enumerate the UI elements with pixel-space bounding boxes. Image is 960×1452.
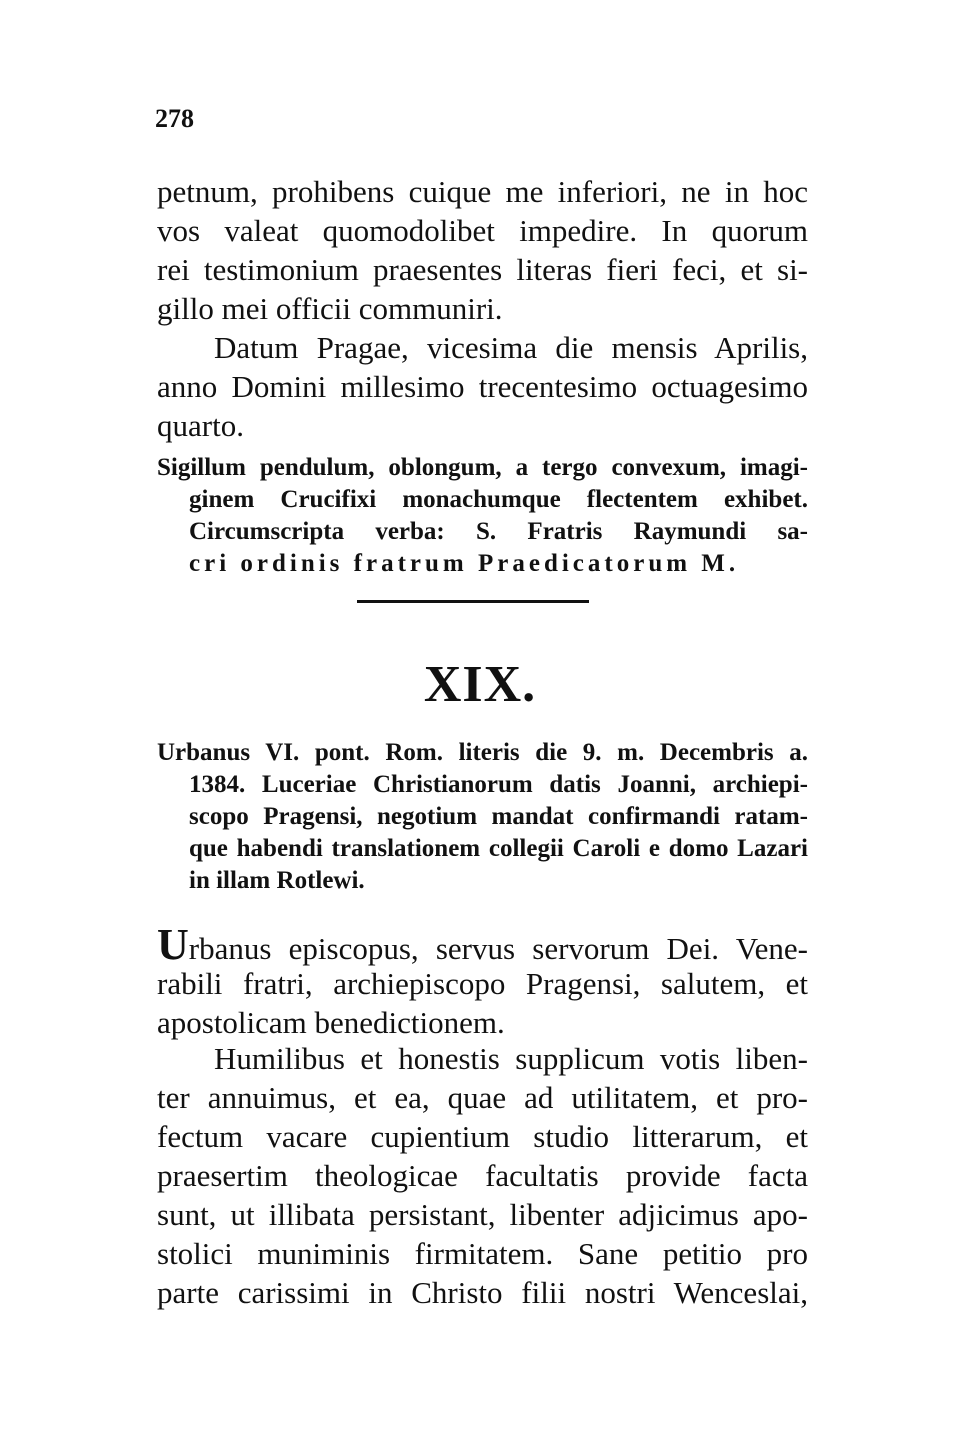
letter-body xyxy=(157,1039,808,1312)
letter-opening xyxy=(157,920,808,1042)
text-line: Sigillum pendulum, oblongum, a tergo convexum, imagi- xyxy=(157,454,808,481)
text-line: stolici muniminis firmitatem. Sane petitio pro xyxy=(157,1236,808,1271)
seal-description xyxy=(157,452,808,580)
text-line: quarto. xyxy=(157,408,244,443)
section-divider xyxy=(357,600,589,603)
text-line: cri ordinis fratrum Praedicatorum M. xyxy=(189,550,740,577)
text-line: Datum Pragae, vicesima die mensis Aprilis, xyxy=(214,330,808,365)
text-line: que habendi translationem collegii Caroli e domo Lazari xyxy=(189,835,808,862)
text-line: petnum, prohibens cuique me inferiori, ne in hoc xyxy=(157,174,808,209)
text-line: fectum vacare cupientium studio litterarum, et xyxy=(157,1119,808,1154)
text-line: rabili fratri, archiepiscopo Pragensi, salutem, et xyxy=(157,966,808,1001)
section-heading: XIX. xyxy=(423,656,537,713)
text-line: scopo Pragensi, negotium mandat confirmandi ratam- xyxy=(189,803,808,830)
text-line: ter annuimus, et ea, quae ad utilitatem, et pro- xyxy=(157,1080,808,1115)
text-line: anno Domini millesimo trecentesimo octuagesimo xyxy=(157,369,808,404)
text-line: praesertim theologicae facultatis provide facta xyxy=(157,1158,808,1193)
text-line-rest: rbanus episcopus, servus servorum Dei. Vene- xyxy=(188,931,808,966)
text-line: 1384. Luceriae Christianorum datis Joanni, archiepi- xyxy=(189,771,808,798)
text-line: rei testimonium praesentes literas fieri feci, et si- xyxy=(157,252,808,287)
text-line: sunt, ut illibata persistant, libenter adjicimus apo- xyxy=(157,1197,808,1232)
text-line: apostolicam benedictionem. xyxy=(157,1005,505,1040)
text-line: gillo mei officii communiri. xyxy=(157,291,503,326)
text-line: Humilibus et honestis supplicum votis liben- xyxy=(214,1041,808,1076)
text-line: ginem Crucifixi monachumque flectentem exhibet. xyxy=(189,486,808,513)
text-line: in illam Rotlewi. xyxy=(189,867,365,894)
paragraph-closing xyxy=(157,172,808,328)
text-line xyxy=(157,920,808,969)
page-number: 278 xyxy=(155,104,194,133)
initial-letter: U xyxy=(157,920,189,969)
text-line: Urbanus VI. pont. Rom. literis die 9. m. Decembris a. xyxy=(157,739,808,766)
text-line: vos valeat quomodolibet impedire. In quorum xyxy=(157,213,808,248)
text-line: Circumscripta verba: S. Fratris Raymundi sa- xyxy=(189,518,808,545)
text-line: parte carissimi in Christo filii nostri Wenceslai, xyxy=(157,1275,808,1310)
paragraph-dating xyxy=(157,328,808,445)
document-summary xyxy=(157,737,808,897)
